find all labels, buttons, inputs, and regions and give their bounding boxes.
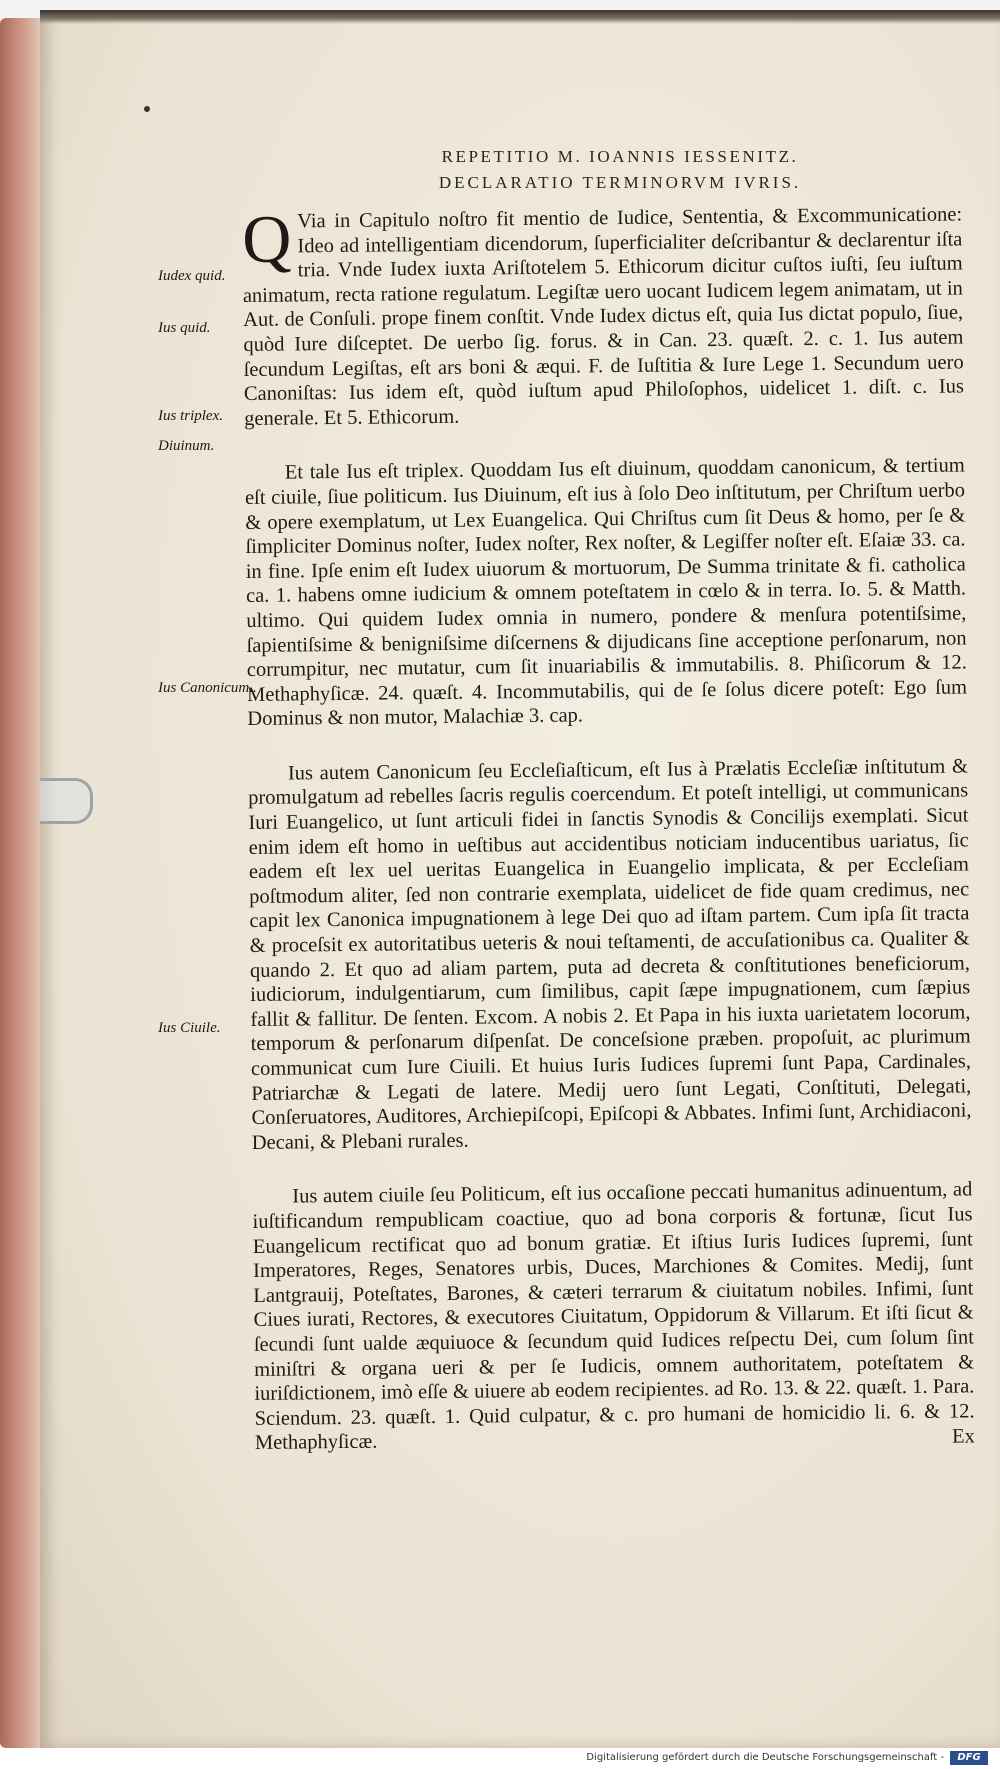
drop-cap: Q: [241, 200, 292, 277]
marginal-note-triplex: Ius triplex.: [158, 408, 223, 424]
body-text: [242, 202, 975, 1456]
page-top-shadow: [40, 10, 1000, 24]
marginal-note-ius: Ius quid.: [158, 320, 211, 336]
paragraph-ius-canonicum: Ius autem Canonicum ſeu Eccleſiaſticum, eſt Ius à Prælatis Eccleſiæ inſtitutum & promulgatum ad rebelles ſacris regulis coercendum. Et poteſt intelligi, ut communicans Iuri Euangelico, ut ſunt articuli fidei in ſanctis Synodis & Concilijs exemplati. Sicut enim idem eſt homo in ueſtibus aut accidentibus noticiam inducentibus uariatus, ſic eadem eſt lex uel ueritas Euangelica in Euangelio implicata, & per Eccleſiam poſtmodum aliter, ſed non contrarie exemplata, uidelicet de fide quam credimus, nec capit lex Canonica impugnationem à lege Dei quo ad iſtam partem. Cum ipſa ſit tracta & proceſsit ex autoritatibus ueteris & noui teſtamenti, de accuſationibus ca. Qualiter & quando 2. Et quo ad aliam partem, puta ad decreta & conſtitutiones beneficiorum, iudiciorum, indulgentiarum, cum ſimilibus, capit ſæpe impugnationem, cum ſæpius fallit & fallitur. De ſenten. Excom. A nobis 2. Et Papa in his iuxta uarietatem locorum, temporum & perſonarum diſpenſat. De conceſsione præben. propoſuit, ac plurimum communicat cum Iure Ciuili. Et huius Iuris Iudices ſupremi ſunt Papa, Cardinales, Patriarchæ & Legati de latere. Medij uero ſunt Legati, Conſtituti, Delegati, Conſeruatores, Auditores, Archiepiſcopi, Epiſcopi & Abbates. Infimi ſunt, Archidiaconi, Decani, & Plebani rurales.: [248, 755, 972, 1154]
paragraph-1-text: Via in Capitulo noſtro fit mentio de Iudice, Sententia, & Excommunicatione: Ideo ad intelligentiam dicendorum, ſuperficialiter deſcribantur & declarentur iſta tria. Vnde Iudex iuxta Ariſtotelem 5. Ethicorum dicitur cuſtos iuſti, ſeu iuſtum animatum, recta ratione regulatum. Legiſtæ uero uocant Iudicem legem animatam, ut in Aut. de Conſuli. prope finem conſtit. Vnde Iudex dictus eſt, quia Ius dictat populo, ſiue, quòd Iure diſceptet. De uerbo ſig. forus. & in Can. 23. quæſt. 2. c. 1. Ius autem ſecundum Legiſtas, eſt ars boni & æqui. F. de Iuſtitia & Iure Lege 1. Secundum uero Canoniſtas: Ius idem eſt, quòd iuſtum apud Philoſophos, uidelicet 1. diſt. c. Ius generale. Et 5. Ethicorum.: [242, 203, 965, 430]
book-page: [40, 10, 1000, 1748]
digitization-footer: [0, 1748, 1000, 1769]
paragraph-ius-diuinum: Et tale Ius eſt triplex. Quoddam Ius eſt diuinum, quoddam canonicum, & tertium eſt ciuile, ſiue politicum. Ius Diuinum, eſt ius à ſolo Deo inſtitutum, per Chriſtum uerbo & opere exemplatum, ut Lex Euangelica. Qui Chriſtus cum ſit Deus & homo, per ſe & ſimpliciter Dominus noſter, Iudex noſter, Rex noſter, & Legiſfer noſter eſt. Eſaiæ 33. ca. in fine. Ipſe enim eſt Iudex uiuorum & mortuorum, De Summa trinitate & fi. catholica ca. 1. habens omne iudicium & omnem poteſtatem in cœlo & in terra. Io. 5. & Matth. ultimo. Qui quidem Iudex omnia in numero, pondere & menſura potentiſsime, ſapientiſsime & benigniſsime diſcernens & dijudicans ſine acceptione perſonarum, non corrumpitur, nec mutatur, cum ſit inuariabilis & immutabilis. 8. Phiſicorum & 12. Methaphyſicæ. 24. quæſt. 4. Incommutabilis, qui de ſe ſolus dicere poteſt: Ego ſum Dominus & non mutor, Malachiæ 3. cap.: [244, 454, 968, 731]
funding-credit: Digitalisierung gefördert durch die Deutsche Forschungsgemeinschaft -: [586, 1752, 944, 1763]
running-head: [340, 144, 900, 196]
running-head-line-2: DECLARATIO TERMINORVM IVRIS.: [438, 173, 802, 192]
paragraph-definitions: [242, 202, 964, 431]
running-head-line-1: REPETITIO M. IOANNIS IESSENITZ.: [441, 147, 799, 166]
dfg-logo: DFG: [950, 1751, 988, 1765]
marginal-note-diuinum: Diuinum.: [158, 438, 215, 454]
catchword: Ex: [951, 1425, 975, 1448]
marginal-note-iudex: Iudex quid.: [158, 268, 226, 284]
ink-dot: [144, 106, 150, 112]
marginal-note-canonicum: Ius Canonicum..: [158, 680, 257, 696]
paragraph-ius-ciuile: Ius autem ciuile ſeu Politicum, eſt ius occaſione peccati humanitus adinuentum, ad iuſtificandum rempublicam coactiue, quo ad bona corporis & fortunæ, ſicut Ius Euangelicum rectificat quo ad bonum gratiæ. Et iſtius Iuris Iudices ſupremi, ſunt Imperatores, Reges, Senatores urbis, Duces, Marchiones & Comites. Medij, ſunt Lantgrauij, Poteſtates, Barones, & cæteri terrarum & ciuitatum nobiles. Infimi, ſunt Ciues iurati, Rectores, & executores Ciuitatum, Oppidorum & Villarum. Et iſti ſicut & ſecundi ſunt ualde æquiuoce & ſecundum quid Iudices reſpectu Dei, cum ſolum ſint miniſtri & organa ueri & per ſe Iudicis, omnem authoritatem, poteſtatem & iuriſdictionem, imò eſſe & uiuere ab eodem recipientes. ad Ro. 13. & 22. quæſt. 1. Para. Sciendum. 23. quæſt. 1. Quid culpatur, & c. pro humani de homicidio li. 6. & 12. Methaphyſicæ.: [252, 1178, 975, 1455]
page-clip: [40, 778, 93, 824]
marginal-note-ciuile: Ius Ciuile.: [158, 1020, 221, 1036]
